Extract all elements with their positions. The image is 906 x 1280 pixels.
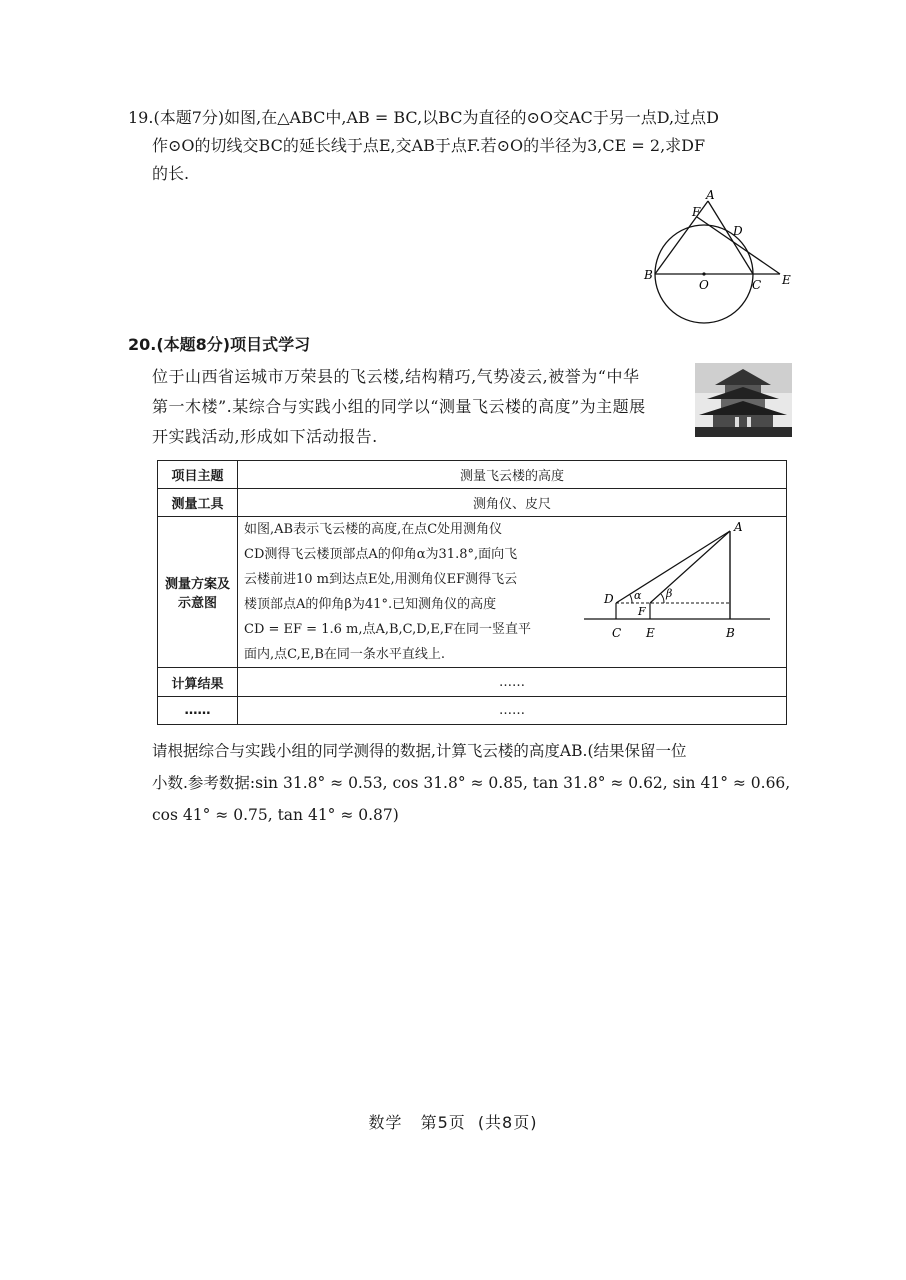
- label-beta: β: [666, 587, 673, 600]
- label-c: C: [612, 626, 622, 640]
- table-row: [158, 489, 787, 517]
- table-row: [158, 668, 787, 697]
- label-f: F: [638, 605, 646, 618]
- q19-figure: [640, 185, 800, 325]
- label-c: C: [752, 278, 762, 292]
- center-dot: [702, 272, 705, 275]
- label-e: E: [782, 273, 791, 287]
- angle-alpha-arc: [630, 595, 632, 603]
- footer-subject: 数学: [368, 1113, 403, 1132]
- line-fa: [650, 531, 730, 603]
- segment-ac: [708, 201, 753, 274]
- activity-report-table: [157, 460, 787, 725]
- row-head-plan: 测量方案及 示意图: [158, 517, 238, 668]
- label-e: E: [646, 626, 655, 640]
- intro-line2: 第一木楼”.某综合与实践小组的同学以“测量飞云楼的高度”为主题展: [152, 397, 646, 416]
- ask-line1: 请根据综合与实践小组的同学测得的数据,计算飞云楼的高度AB.(结果保留一位: [152, 742, 687, 760]
- ask-line3: cos 41° ≈ 0.75, tan 41° ≈ 0.87): [152, 806, 399, 824]
- label-b: B: [644, 268, 653, 282]
- q20-title: 20.(本题8分)项目式学习: [128, 335, 311, 354]
- footer-total: (共8页): [477, 1113, 538, 1132]
- row-head-result: 计算结果: [158, 668, 238, 697]
- row-head-topic: 项目主题: [158, 461, 238, 489]
- label-a: A: [734, 520, 743, 534]
- label-f: F: [692, 205, 701, 219]
- q20-question: [152, 735, 802, 831]
- q19-line2: 作⊙O的切线交BC的延长线于点E,交AB于点F.若⊙O的半径为3,CE = 2,求DF: [152, 136, 706, 155]
- table-row: [158, 517, 787, 668]
- table-row: [158, 697, 787, 725]
- row-head-tools: 测量工具: [158, 489, 238, 517]
- measurement-diagram: [580, 517, 780, 652]
- question-19: [128, 104, 808, 188]
- label-b: B: [726, 626, 735, 640]
- pagoda-photo: [695, 363, 792, 437]
- footer-page: 第5页: [420, 1113, 466, 1132]
- row-val-more: ……: [238, 697, 787, 725]
- row-val-topic: 测量飞云楼的高度: [238, 461, 787, 489]
- q19-line1: 19.(本题7分)如图,在△ABC中,AB = BC,以BC为直径的⊙O交AC于另一点D,过点D: [128, 108, 719, 127]
- intro-line3: 开实践活动,形成如下活动报告.: [152, 427, 378, 446]
- label-d: D: [733, 224, 743, 238]
- ask-line2: 小数.参考数据:sin 31.8° ≈ 0.53, cos 31.8° ≈ 0.85, tan 31.8° ≈ 0.62, sin 41° ≈ 0.66,: [152, 774, 791, 792]
- label-alpha: α: [634, 589, 642, 602]
- row-val-plan: [238, 517, 787, 668]
- q20-intro: [152, 362, 687, 452]
- label-o: O: [699, 278, 709, 292]
- label-a: A: [706, 188, 715, 202]
- intro-line1: 位于山西省运城市万荣县的飞云楼,结构精巧,气势凌云,被誉为“中华: [152, 367, 640, 386]
- plan-description: 如图,AB表示飞云楼的高度,在点C处用测角仪 CD测得飞云楼顶部点A的仰角α为31.8°,面向飞 云楼前进10 m到达点E处,用测角仪EF测得飞云 楼顶部点A的仰角β为41°.已知测角仪的高度 CD = EF = 1.6 m,点A,B,C,D,E,F在同一竖直平 面内,点C,E,B在同一条水平直线上.: [244, 522, 532, 662]
- row-val-tools: 测角仪、皮尺: [238, 489, 787, 517]
- label-d: D: [604, 592, 614, 606]
- angle-beta-arc: [661, 594, 664, 603]
- row-head-more: ……: [158, 697, 238, 725]
- row-val-result: ……: [238, 668, 787, 697]
- table-row: [158, 461, 787, 489]
- page-footer: [0, 1110, 906, 1133]
- q19-line3: 的长.: [152, 164, 190, 183]
